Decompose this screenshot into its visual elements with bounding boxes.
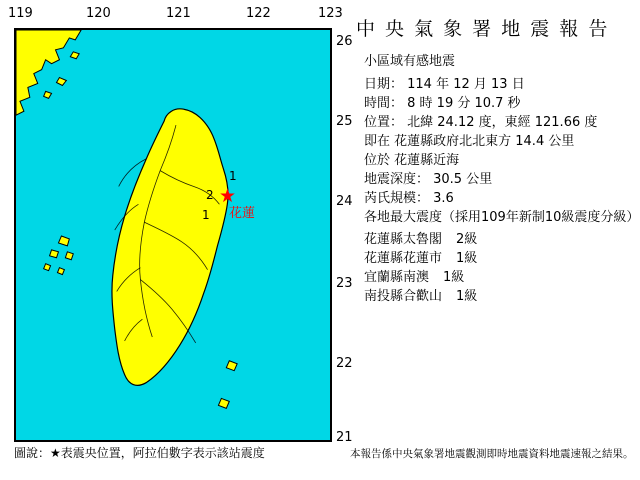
map-legend <box>14 444 265 461</box>
penghu-island-5 <box>57 268 64 275</box>
green-island <box>226 361 237 371</box>
station-intensity-3: 1 <box>202 208 210 222</box>
intensity-row-3 <box>364 285 477 304</box>
report-subtitle: 小區域有感地震 <box>364 54 456 69</box>
map-graphics <box>16 30 330 440</box>
x-axis-label-119: 119 <box>8 6 33 21</box>
y-axis-label-26: 26 <box>336 34 353 49</box>
epicenter-star: ★ <box>219 185 237 207</box>
x-axis-label-120: 120 <box>86 6 111 21</box>
y-axis-label-22: 22 <box>336 356 353 371</box>
mainland-coast <box>16 30 81 115</box>
intensity-row-1 <box>364 247 477 266</box>
island-small-1 <box>70 52 79 59</box>
intensity-row-0 <box>364 228 477 247</box>
intensity-location-2: 宜蘭縣南澳 <box>364 270 430 285</box>
legend-text: 圖說：★表震央位置，阿拉伯數字表示該站震度 <box>14 446 265 460</box>
taiwan-island <box>112 109 228 386</box>
report-magnitude: 芮氏規模： 3.6 <box>364 191 454 206</box>
penghu-island-4 <box>44 264 51 271</box>
intensity-value-0: 2級 <box>456 232 478 247</box>
orchid-island <box>218 398 229 408</box>
penghu-island-1 <box>58 236 69 246</box>
y-axis-label-24: 24 <box>336 194 353 209</box>
intensity-value-1: 1級 <box>456 251 478 266</box>
map-frame[interactable] <box>14 28 332 442</box>
y-axis-label-21: 21 <box>336 430 353 445</box>
x-axis-label-121: 121 <box>166 6 191 21</box>
report-location: 位置： 北緯 24.12 度，東經 121.66 度 <box>364 115 598 130</box>
penghu-island-2 <box>50 250 59 258</box>
report-time: 時間： 8 時 19 分 10.7 秒 <box>364 96 521 111</box>
island-small-3 <box>44 91 52 98</box>
report-title: 中 央 氣 象 署 地 震 報 告 <box>356 18 610 40</box>
intensity-value-2: 1級 <box>443 270 465 285</box>
report-panel <box>348 0 640 480</box>
station-intensity-2: 2 <box>206 188 214 202</box>
report-depth: 地震深度： 30.5 公里 <box>364 172 493 187</box>
y-axis-label-25: 25 <box>336 114 353 129</box>
intensity-location-3: 南投縣合歡山 <box>364 289 443 304</box>
island-small-2 <box>56 78 66 86</box>
intensity-location-1: 花蓮縣花蓮市 <box>364 251 443 266</box>
intensity-value-3: 1級 <box>456 289 478 304</box>
report-footer: 本報告係中央氣象署地震觀測即時地震資料地震速報之結果。 <box>350 448 634 460</box>
penghu-island-3 <box>65 252 73 260</box>
report-region: 位於 花蓮縣近海 <box>364 153 460 168</box>
x-axis-label-123: 123 <box>318 6 343 21</box>
intensity-location-0: 花蓮縣太魯閣 <box>364 232 443 247</box>
station-intensity-1: 1 <box>229 169 237 183</box>
intensity-row-2 <box>364 266 464 285</box>
report-reference: 即在 花蓮縣政府北北東方 14.4 公里 <box>364 134 575 149</box>
place-label-hualien: 花蓮 <box>229 206 256 221</box>
report-intensity-heading: 各地最大震度（採用109年新制10級震度分級） <box>364 210 640 225</box>
x-axis-label-122: 122 <box>246 6 271 21</box>
report-date: 日期： 114 年 12 月 13 日 <box>364 77 525 92</box>
y-axis-label-23: 23 <box>336 276 353 291</box>
